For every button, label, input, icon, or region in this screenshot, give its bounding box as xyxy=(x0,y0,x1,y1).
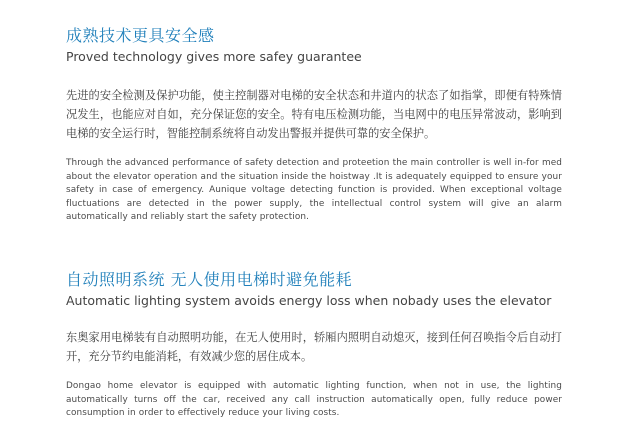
section-title-zh: 成熟技术更具安全感 xyxy=(66,26,215,45)
section-title-zh: 自动照明系统 无人使用电梯时避免能耗 xyxy=(66,270,353,289)
section-title-en: Automatic lighting system avoids energy loss when nobady uses the elevator xyxy=(66,293,552,308)
section-body-zh: 东奥家用电梯装有自动照明功能，在无人使用时，轿厢内照明自动熄灭，接到任何召唤指令后自动打开，充分节约电能消耗，有效减少您的居住成本。 xyxy=(66,331,562,363)
section-body-en: Through the advanced performance of safety detection and proteetion the main controller is well in-for med about the elevator operation and the situation inside the hoistway .It is adequately equipped to ensure your safety in case of emergency. Aunique voltage detecting function is provided. When exceptional voltage fluctuations are detected in the power supply, the intellectual control system will give an alarm automatically and reliably start the safety protection. xyxy=(66,158,562,222)
section-title-en: Proved technology gives more safey guarantee xyxy=(66,49,362,64)
section-body-en: Dongao home elevator is equipped with automatic lighting function, when not in use, the lighting automatically turns off the car, received any call instruction automatically open, fully reduce power consumption in order to effectively reduce your living costs. xyxy=(66,381,562,418)
section-lighting xyxy=(66,270,562,421)
section-body-zh: 先进的安全检测及保护功能，使主控制器对电梯的安全状态和井道内的状态了如指掌，即便有特殊情况发生，也能应对自如，充分保证您的安全。特有电压检测功能，当电网中的电压异常波动，影响到电梯的安全运行时，智能控制系统将自动发出警报并提供可靠的安全保护。 xyxy=(66,89,562,140)
section-safety xyxy=(66,26,562,225)
